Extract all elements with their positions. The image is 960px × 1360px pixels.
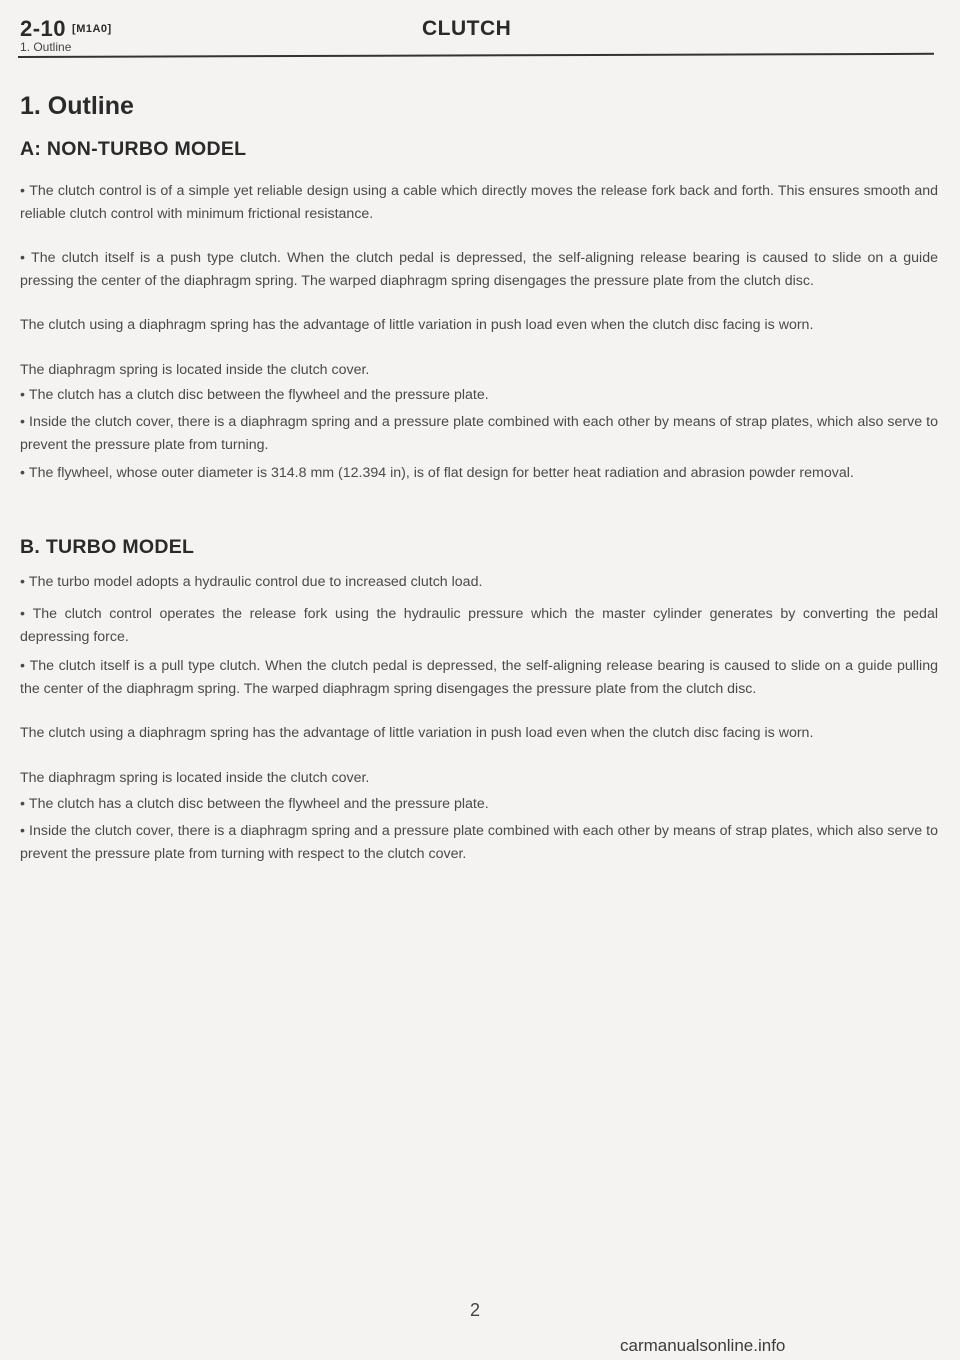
non-turbo-paragraph-7: • The flywheel, whose outer diameter is 314.8 mm (12.394 in), is of flat design for better heat radiation and abrasion powder removal. — [20, 462, 938, 485]
turbo-paragraph-6: • The clutch has a clutch disc between the flywheel and the pressure plate. — [20, 793, 938, 816]
section-code: [M1A0] — [72, 23, 112, 35]
turbo-paragraph-3: • The clutch itself is a pull type clutch. When the clutch pedal is depressed, the self-aligning release bearing is caused to slide on a guide pulling the center of the diaphragm spring. The warped diaphragm spring disengages the pressure plate from the clutch disc. — [20, 655, 938, 700]
non-turbo-paragraph-6: • Inside the clutch cover, there is a diaphragm spring and a pressure plate combined with each other by means of strap plates, which also serve to prevent the pressure plate from turning. — [20, 411, 938, 456]
non-turbo-paragraph-5: • The clutch has a clutch disc between the flywheel and the pressure plate. — [20, 384, 938, 407]
chapter-title: CLUTCH — [422, 17, 512, 40]
page-number-header: 2-10 [M1A0] — [20, 16, 112, 41]
non-turbo-paragraph-1: • The clutch control is of a simple yet reliable design using a cable which directly moves the release fork back and forth. This ensures smooth and reliable clutch control with minimum frictional resistance. — [20, 180, 938, 225]
turbo-paragraph-1: • The turbo model adopts a hydraulic control due to increased clutch load. — [20, 571, 938, 594]
turbo-paragraph-2: • The clutch control operates the release fork using the hydraulic pressure which the master cylinder generates by converting the pedal depressing force. — [20, 603, 938, 648]
turbo-heading: B. TURBO MODEL — [20, 536, 195, 558]
header-divider — [18, 53, 934, 58]
section-title: 1. Outline — [20, 92, 134, 120]
turbo-paragraph-4: The clutch using a diaphragm spring has the advantage of little variation in push load even when the clutch disc facing is worn. — [20, 725, 814, 741]
page-number-footer: 2 — [470, 1300, 481, 1320]
non-turbo-paragraph-3: The clutch using a diaphragm spring has the advantage of little variation in push load even when the clutch disc facing is worn. — [20, 317, 814, 333]
turbo-paragraph-7: • Inside the clutch cover, there is a diaphragm spring and a pressure plate combined with each other by means of strap plates, which also serve to prevent the pressure plate from turning with respect to the clutch cover. — [20, 820, 938, 865]
non-turbo-paragraph-4: The diaphragm spring is located inside the clutch cover. — [20, 362, 370, 378]
non-turbo-heading: A: NON-TURBO MODEL — [20, 138, 247, 160]
non-turbo-paragraph-2: • The clutch itself is a push type clutch. When the clutch pedal is depressed, the self-aligning release bearing is caused to slide on a guide pressing the center of the diaphragm spring. The warped diaphragm spring disengages the pressure plate from the clutch disc. — [20, 247, 938, 292]
header-subtitle: 1. Outline — [20, 40, 72, 54]
watermark: carmanualsonline.info — [620, 1336, 786, 1355]
turbo-paragraph-5: The diaphragm spring is located inside the clutch cover. — [20, 770, 370, 786]
